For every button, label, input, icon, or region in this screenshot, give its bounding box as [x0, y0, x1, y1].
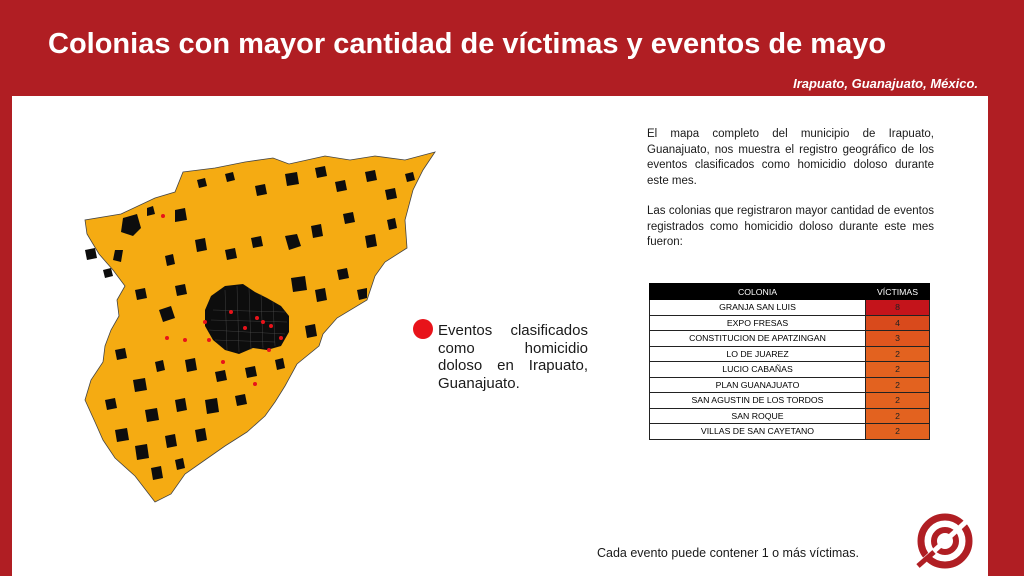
irapuato-map: [75, 150, 445, 505]
footer-note: Cada evento puede contener 1 o más víctimas.: [597, 546, 859, 560]
table-row: [650, 393, 930, 409]
colonia-cell: PLAN GUANAJUATO: [650, 377, 866, 393]
table-row: [650, 300, 930, 316]
legend-label: Eventos clasificados como homicidio doloso en Irapuato, Guanajuato.: [438, 322, 588, 392]
victimas-cell: 2: [866, 377, 930, 393]
victimas-cell: 3: [866, 331, 930, 347]
victims-table: [649, 283, 930, 440]
table-row: [650, 362, 930, 378]
colonia-cell: LO DE JUAREZ: [650, 346, 866, 362]
victimas-cell: 2: [866, 362, 930, 378]
victimas-cell: 2: [866, 408, 930, 424]
victimas-cell: 2: [866, 346, 930, 362]
event-dot: [207, 338, 211, 342]
event-dot: [203, 320, 207, 324]
brand-logo: [914, 512, 976, 570]
description-paragraph-1: El mapa completo del municipio de Irapuato, Guanajuato, nos muestra el registro geográfico de los eventos clasificados como homicidio doloso durante este mes.: [647, 128, 934, 187]
event-dot: [221, 360, 225, 364]
colonia-cell: GRANJA SAN LUIS: [650, 300, 866, 316]
header-bar: [0, 0, 1024, 96]
colonia-cell: LUCIO CABAÑAS: [650, 362, 866, 378]
colonia-cell: VILLAS DE SAN CAYETANO: [650, 424, 866, 440]
table-header-row: [650, 284, 930, 300]
table-row: [650, 346, 930, 362]
table-row: [650, 424, 930, 440]
table-row: [650, 408, 930, 424]
victimas-cell: 2: [866, 393, 930, 409]
table-row: [650, 377, 930, 393]
event-dot: [269, 324, 273, 328]
colonia-cell: CONSTITUCION DE APATZINGAN: [650, 331, 866, 347]
event-dot: [253, 382, 257, 386]
description-paragraph-2: Las colonias que registraron mayor cantidad de eventos registrados como homicidio doloso durante este mes fueron:: [647, 205, 934, 248]
colonia-cell: SAN AGUSTIN DE LOS TORDOS: [650, 393, 866, 409]
page-title: Colonias con mayor cantidad de víctimas y eventos de mayo: [48, 28, 887, 60]
event-dot: [267, 348, 271, 352]
victimas-cell: 8: [866, 300, 930, 316]
colonia-cell: EXPO FRESAS: [650, 315, 866, 331]
event-dot: [261, 320, 265, 324]
page-subtitle: Irapuato, Guanajuato, México.: [793, 76, 978, 91]
event-dot: [165, 336, 169, 340]
event-dot: [255, 316, 259, 320]
event-dot: [183, 338, 187, 342]
event-dot: [161, 214, 165, 218]
legend-event-dot: [413, 319, 433, 339]
event-dot: [229, 310, 233, 314]
event-dot: [243, 326, 247, 330]
table-row: [650, 315, 930, 331]
event-dot: [279, 336, 283, 340]
table-row: [650, 331, 930, 347]
column-header-victimas: VÍCTIMAS: [866, 284, 930, 300]
column-header-colonia: COLONIA: [650, 284, 866, 300]
colonia-cell: SAN ROQUE: [650, 408, 866, 424]
victimas-cell: 2: [866, 424, 930, 440]
victimas-cell: 4: [866, 315, 930, 331]
